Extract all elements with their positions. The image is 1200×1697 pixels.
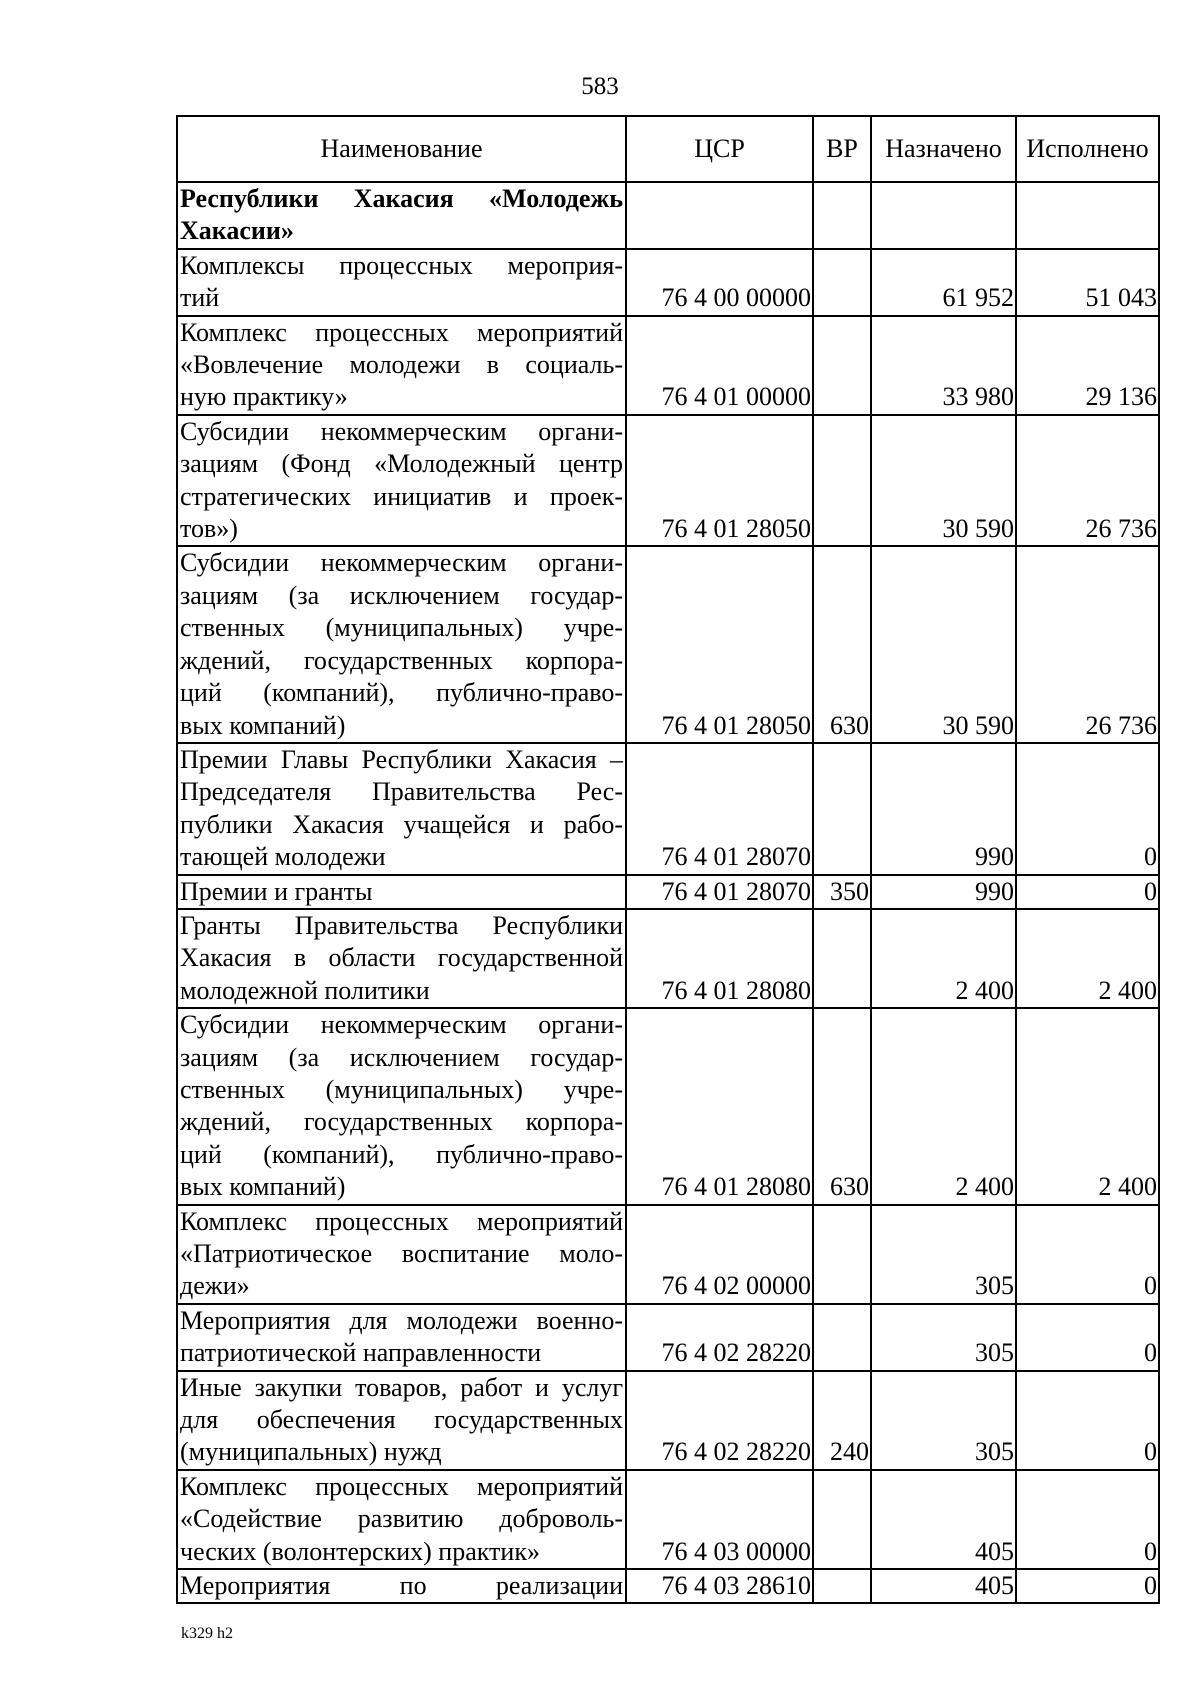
row-name-line: Председателя Правительства Рес- bbox=[180, 777, 623, 807]
row-name-line: Хакасии» bbox=[180, 216, 294, 246]
row-name-cell bbox=[177, 1304, 626, 1371]
row-vr-cell bbox=[813, 316, 871, 415]
table-row bbox=[177, 875, 1159, 909]
row-name-line: «Содействие развитию доброволь- bbox=[180, 1504, 623, 1534]
row-name-line: Гранты Правительства Республики bbox=[180, 910, 623, 940]
column-header-name: Наименование bbox=[177, 116, 626, 182]
row-assigned-cell: 305 bbox=[871, 1371, 1016, 1470]
row-assigned-cell: 2 400 bbox=[871, 1008, 1016, 1204]
row-vr-cell bbox=[813, 182, 871, 249]
row-csr-cell: 76 4 01 28050 bbox=[626, 415, 813, 547]
row-name-cell bbox=[177, 909, 626, 1008]
row-name-line: ственных (муниципальных) учре- bbox=[180, 613, 623, 643]
row-name-line: зациям (Фонд «Молодежный центр bbox=[180, 449, 623, 479]
row-vr-cell bbox=[813, 1470, 871, 1569]
column-header-vr: ВР bbox=[813, 116, 871, 182]
row-csr-cell: 76 4 02 28220 bbox=[626, 1371, 813, 1470]
row-vr-cell bbox=[813, 743, 871, 875]
row-vr-cell: 630 bbox=[813, 546, 871, 742]
row-name-line: ций (компаний), публично-право- bbox=[180, 678, 623, 708]
table-row bbox=[177, 1008, 1159, 1204]
row-vr-cell bbox=[813, 415, 871, 547]
row-vr-cell: 240 bbox=[813, 1371, 871, 1470]
row-vr-cell bbox=[813, 909, 871, 1008]
table-row bbox=[177, 316, 1159, 415]
row-executed-cell: 0 bbox=[1016, 1569, 1159, 1603]
row-vr-cell: 630 bbox=[813, 1008, 871, 1204]
row-name-line: Комплекс процессных мероприятий bbox=[180, 1471, 623, 1501]
row-executed-cell: 2 400 bbox=[1016, 909, 1159, 1008]
table-row bbox=[177, 909, 1159, 1008]
row-name-line: вых компаний) bbox=[180, 1172, 346, 1202]
table-row bbox=[177, 1470, 1159, 1569]
row-name-line: тов») bbox=[180, 514, 238, 544]
row-csr-cell: 76 4 03 00000 bbox=[626, 1470, 813, 1569]
row-assigned-cell: 61 952 bbox=[871, 249, 1016, 316]
row-executed-cell bbox=[1016, 182, 1159, 249]
row-name-line: вых компаний) bbox=[180, 710, 346, 740]
row-vr-cell bbox=[813, 1205, 871, 1304]
row-csr-cell: 76 4 00 00000 bbox=[626, 249, 813, 316]
row-vr-cell bbox=[813, 1569, 871, 1603]
row-vr-cell: 350 bbox=[813, 875, 871, 909]
row-assigned-cell: 405 bbox=[871, 1470, 1016, 1569]
row-vr-cell bbox=[813, 249, 871, 316]
row-assigned-cell: 990 bbox=[871, 743, 1016, 875]
row-name-cell bbox=[177, 1008, 626, 1204]
row-executed-cell: 26 736 bbox=[1016, 546, 1159, 742]
row-name-line: ций (компаний), публично-право- bbox=[180, 1139, 623, 1169]
row-csr-cell: 76 4 01 28050 bbox=[626, 546, 813, 742]
row-name-cell bbox=[177, 875, 626, 909]
table-row bbox=[177, 249, 1159, 316]
row-name-line: ждений, государственных корпора- bbox=[180, 1107, 623, 1137]
row-csr-cell: 76 4 02 00000 bbox=[626, 1205, 813, 1304]
row-csr-cell: 76 4 03 28610 bbox=[626, 1569, 813, 1603]
row-name-cell bbox=[177, 182, 626, 249]
table-row bbox=[177, 546, 1159, 742]
table-body bbox=[177, 182, 1159, 1603]
row-executed-cell: 0 bbox=[1016, 1470, 1159, 1569]
row-name-line: Субсидии некоммерческим органи- bbox=[180, 416, 623, 446]
row-name-line: стратегических инициатив и проек- bbox=[180, 481, 623, 511]
row-csr-cell: 76 4 01 28080 bbox=[626, 909, 813, 1008]
row-csr-cell bbox=[626, 182, 813, 249]
table-row bbox=[177, 1371, 1159, 1470]
row-executed-cell: 2 400 bbox=[1016, 1008, 1159, 1204]
table-row bbox=[177, 743, 1159, 875]
row-name-cell bbox=[177, 546, 626, 742]
row-executed-cell: 26 736 bbox=[1016, 415, 1159, 547]
row-assigned-cell: 33 980 bbox=[871, 316, 1016, 415]
row-name-line: Республики Хакасия «Молодежь bbox=[180, 184, 623, 213]
row-name-line: публики Хакасия учащейся и рабо- bbox=[180, 809, 623, 839]
row-csr-cell: 76 4 01 28070 bbox=[626, 875, 813, 909]
row-name-line: (муниципальных) нужд bbox=[180, 1437, 442, 1467]
row-vr-cell bbox=[813, 1304, 871, 1371]
row-executed-cell: 0 bbox=[1016, 1304, 1159, 1371]
row-executed-cell: 0 bbox=[1016, 743, 1159, 875]
row-executed-cell: 29 136 bbox=[1016, 316, 1159, 415]
table-row bbox=[177, 1205, 1159, 1304]
row-name-line: молодежной политики bbox=[180, 975, 430, 1005]
row-name-line: Комплексы процессных мероприя- bbox=[180, 250, 623, 280]
row-name-line: ждений, государственных корпора- bbox=[180, 645, 623, 675]
row-assigned-cell: 30 590 bbox=[871, 546, 1016, 742]
row-csr-cell: 76 4 02 28220 bbox=[626, 1304, 813, 1371]
row-name-cell bbox=[177, 743, 626, 875]
row-assigned-cell: 2 400 bbox=[871, 909, 1016, 1008]
column-header-executed: Исполнено bbox=[1016, 116, 1159, 182]
row-name-line: Субсидии некоммерческим органи- bbox=[180, 1010, 623, 1040]
row-name-cell bbox=[177, 415, 626, 547]
column-header-csr: ЦСР bbox=[626, 116, 813, 182]
page-number: 583 bbox=[581, 73, 619, 100]
row-name-line: Комплекс процессных мероприятий bbox=[180, 1206, 623, 1236]
row-name-line: Мероприятия для молодежи военно- bbox=[180, 1305, 623, 1335]
row-name-line: патриотической направленности bbox=[180, 1338, 542, 1368]
row-executed-cell: 0 bbox=[1016, 875, 1159, 909]
row-assigned-cell: 305 bbox=[871, 1205, 1016, 1304]
row-name-cell bbox=[177, 1569, 626, 1603]
row-name-line: Субсидии некоммерческим органи- bbox=[180, 548, 623, 578]
row-assigned-cell: 30 590 bbox=[871, 415, 1016, 547]
footer-code: k329 h2 bbox=[181, 1625, 233, 1642]
row-name-cell bbox=[177, 249, 626, 316]
row-name-line: ческих (волонтерских) практик» bbox=[180, 1536, 540, 1566]
row-name-line: ную практику» bbox=[180, 382, 348, 412]
row-assigned-cell: 990 bbox=[871, 875, 1016, 909]
row-name-line: Премии и гранты bbox=[180, 876, 373, 906]
row-name-line: дежи» bbox=[180, 1271, 250, 1301]
column-header-assigned: Назначено bbox=[871, 116, 1016, 182]
row-name-line: Мероприятия по реализации bbox=[180, 1571, 623, 1601]
row-executed-cell: 51 043 bbox=[1016, 249, 1159, 316]
row-name-line: зациям (за исключением государ- bbox=[180, 1042, 623, 1072]
row-name-line: для обеспечения государственных bbox=[180, 1405, 623, 1435]
row-assigned-cell: 305 bbox=[871, 1304, 1016, 1371]
row-executed-cell: 0 bbox=[1016, 1371, 1159, 1470]
row-name-line: тающей молодежи bbox=[180, 842, 386, 872]
row-name-line: Хакасия в области государственной bbox=[180, 943, 623, 973]
row-name-line: «Патриотическое воспитание моло- bbox=[180, 1239, 623, 1268]
table-row bbox=[177, 1304, 1159, 1371]
row-csr-cell: 76 4 01 28070 bbox=[626, 743, 813, 875]
table-row bbox=[177, 415, 1159, 547]
table-row bbox=[177, 182, 1159, 249]
row-executed-cell: 0 bbox=[1016, 1205, 1159, 1304]
row-name-line: тий bbox=[180, 283, 220, 313]
row-assigned-cell bbox=[871, 182, 1016, 249]
row-name-cell bbox=[177, 1205, 626, 1304]
row-name-line: зациям (за исключением государ- bbox=[180, 580, 623, 610]
budget-table bbox=[176, 115, 1160, 1604]
row-name-line: ственных (муниципальных) учре- bbox=[180, 1074, 623, 1104]
row-name-cell bbox=[177, 1470, 626, 1569]
table-header-row bbox=[177, 116, 1159, 182]
row-csr-cell: 76 4 01 28080 bbox=[626, 1008, 813, 1204]
row-name-cell bbox=[177, 316, 626, 415]
row-name-line: Иные закупки товаров, работ и услуг bbox=[180, 1372, 623, 1402]
row-csr-cell: 76 4 01 00000 bbox=[626, 316, 813, 415]
row-name-line: Премии Главы Республики Хакасия – bbox=[180, 744, 623, 774]
row-assigned-cell: 405 bbox=[871, 1569, 1016, 1603]
row-name-cell bbox=[177, 1371, 626, 1470]
table-row bbox=[177, 1569, 1159, 1603]
row-name-line: «Вовлечение молодежи в социаль- bbox=[180, 350, 623, 380]
row-name-line: Комплекс процессных мероприятий bbox=[180, 317, 623, 347]
